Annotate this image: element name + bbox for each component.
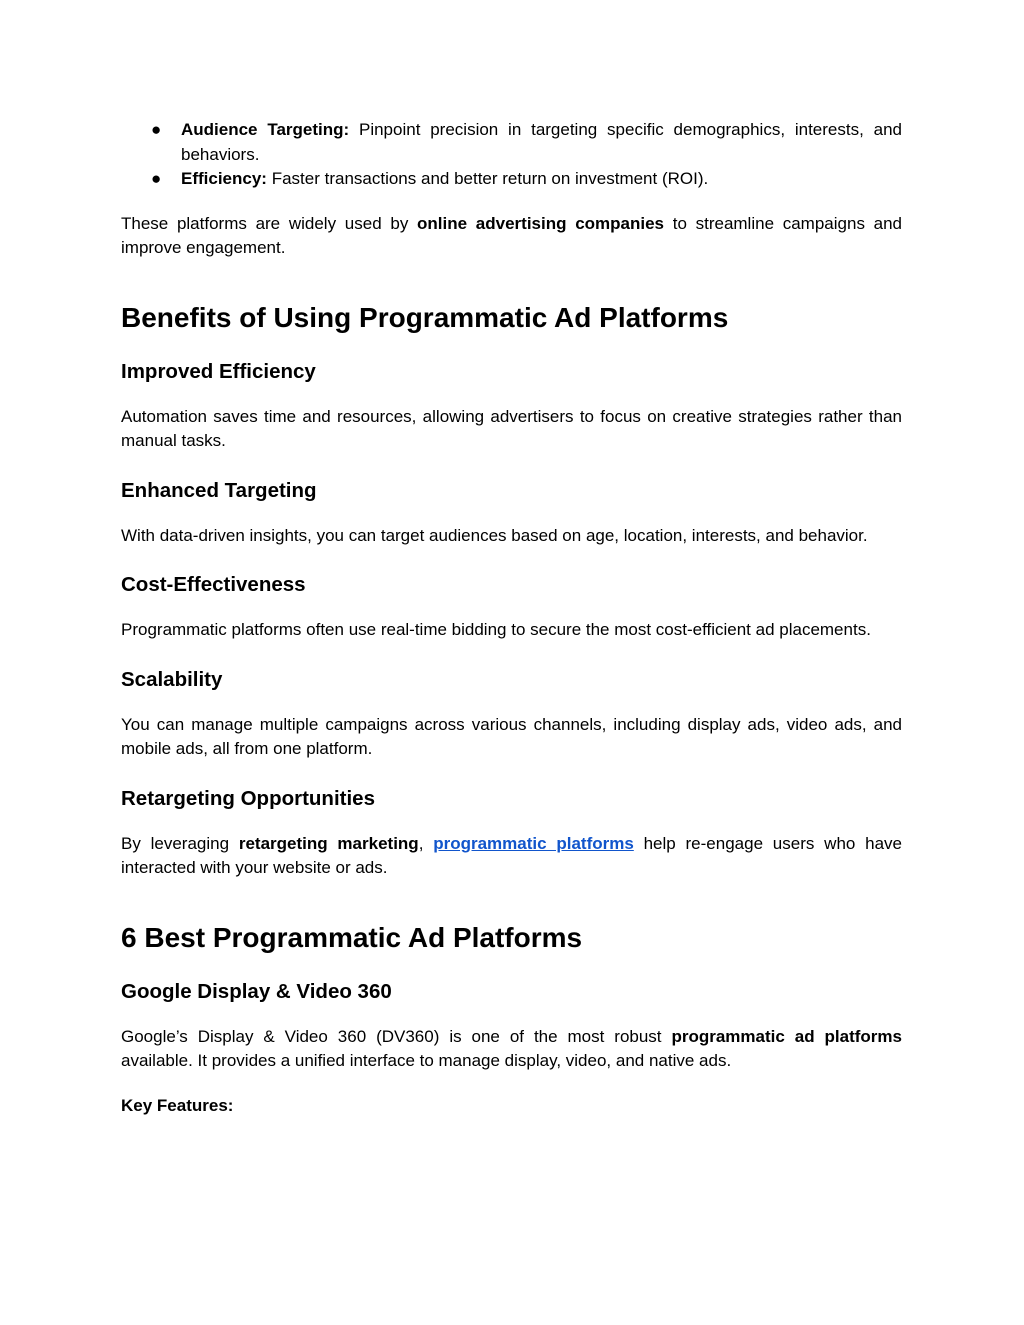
dv360-text: Google’s Display & Video 360 (DV360) is one of the most robust (121, 1026, 672, 1046)
section-heading-benefits: Benefits of Using Programmatic Ad Platforms (121, 301, 729, 333)
section-heading-best-platforms: 6 Best Programmatic Ad Platforms (121, 921, 583, 953)
bullet-text: Faster transactions and better return on investment (ROI). (266, 169, 709, 188)
intro-paragraph (121, 212, 902, 261)
retargeting-text-end: help re-engage users who have interacted with your website or ads. (121, 833, 902, 877)
bullet-icon: ● (151, 169, 162, 188)
subheading-retargeting: Retargeting Opportunities (121, 786, 375, 810)
bullet-term: Efficiency: (181, 169, 267, 188)
retargeting-bold: retargeting marketing (238, 833, 419, 853)
paragraph-enhanced-targeting: With data-driven insights, you can target audiences based on age, location, interests, and behavior. (121, 525, 868, 545)
subheading-dv360: Google Display & Video 360 (121, 979, 392, 1003)
key-features-label (121, 1094, 902, 1119)
bullet-icon: ● (151, 120, 162, 139)
paragraph-retargeting (121, 832, 902, 881)
key-features-bold: Key Features: (121, 1095, 234, 1115)
subheading-improved-efficiency: Improved Efficiency (121, 359, 316, 383)
intro-text-end: to streamline campaigns and improve engagement. (121, 213, 903, 257)
dv360-text-end: available. It provides a unified interface to manage display, video, and native ads. (121, 1051, 732, 1070)
bullet-text: Pinpoint precision in targeting specific demographics, interests, and behaviors. (181, 120, 902, 164)
paragraph-cost-effectiveness: Programmatic platforms often use real-time bidding to secure the most cost-efficient ad placements. (121, 620, 871, 639)
dv360-bold: programmatic ad platforms (671, 1026, 902, 1046)
document-page (121, 118, 902, 1118)
paragraph-scalability: You can manage multiple campaigns across various channels, including display ads, video ads, and mobile ads, all from one platform. (121, 714, 902, 758)
paragraph-improved-efficiency: Automation saves time and resources, allowing advertisers to focus on creative strategies rather than manual tasks. (121, 406, 902, 450)
list-item (121, 118, 902, 167)
retargeting-text: By leveraging (121, 833, 239, 853)
paragraph-dv360 (121, 1025, 902, 1074)
intro-bold: online advertising companies (417, 213, 665, 233)
benefit-bullet-list (121, 118, 902, 192)
list-item (121, 167, 902, 192)
programmatic-platforms-link[interactable]: programmatic platforms (433, 833, 634, 853)
subheading-cost-effectiveness: Cost-Effectiveness (121, 573, 306, 596)
bullet-term: Audience Targeting: (181, 120, 350, 139)
subheading-scalability: Scalability (121, 667, 223, 691)
subheading-enhanced-targeting: Enhanced Targeting (121, 478, 317, 502)
retargeting-comma: , (418, 833, 434, 853)
intro-text: These platforms are widely used by (121, 213, 418, 233)
